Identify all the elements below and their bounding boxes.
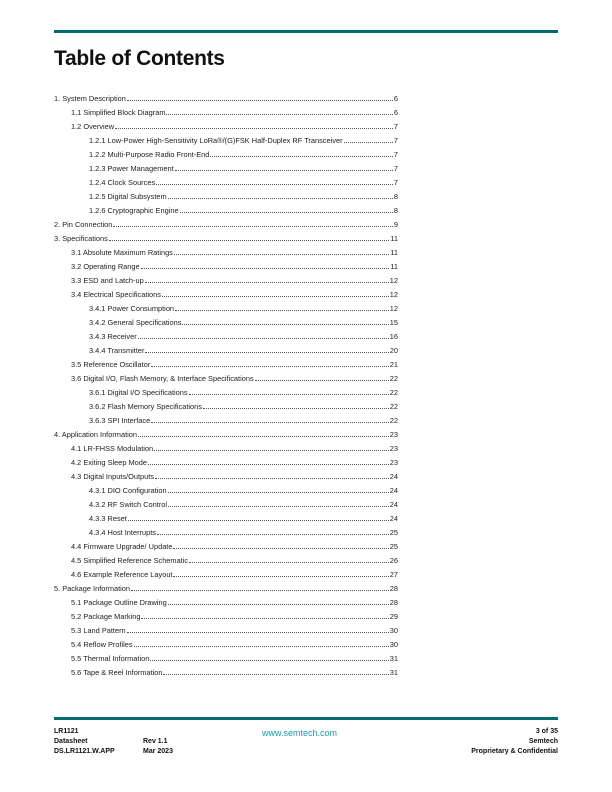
toc-entry-title: 3.4.1 Power Consumption [89,304,175,313]
toc-entry[interactable] [54,551,398,565]
toc-entry-title: 3.5 Reference Oscillator [71,360,151,369]
toc-entry[interactable] [54,593,398,607]
toc-entry[interactable] [54,495,398,509]
footer-date: Mar 2023 [143,748,173,755]
toc-entry[interactable] [54,635,398,649]
toc-entry-page: 6 [393,108,398,117]
toc-entry-title: 3. Specifications [54,234,108,243]
toc-dot-leader [127,100,393,101]
toc-entry-page: 7 [393,164,398,173]
toc-entry-title: 5. Package Information [54,584,131,593]
toc-entry[interactable] [54,453,398,467]
toc-dot-leader [168,604,389,605]
toc-entry[interactable] [54,313,398,327]
toc-entry[interactable] [54,89,398,103]
toc-dot-leader [131,590,389,591]
toc-entry[interactable] [54,187,398,201]
toc-entry-title: 4.3 Digital Inputs/Outputs [71,472,154,481]
toc-entry[interactable] [54,509,398,523]
toc-entry-title: 1.2.6 Cryptographic Engine [89,206,179,215]
toc-entry-title: 5.4 Reflow Profiles [71,640,133,649]
toc-dot-leader [109,240,390,241]
toc-entry[interactable] [54,537,398,551]
toc-entry-title: 3.6.3 SPI Interface [89,416,151,425]
toc-dot-leader [174,254,389,255]
toc-entry[interactable] [54,103,398,117]
toc-entry[interactable] [54,397,398,411]
toc-entry-page: 23 [389,458,398,467]
toc-entry[interactable] [54,663,398,677]
toc-entry-title: 3.6.2 Flash Memory Specifications [89,402,202,411]
toc-dot-leader [151,422,389,423]
toc-entry-page: 31 [389,654,398,663]
toc-dot-leader [151,366,388,367]
toc-entry[interactable] [54,117,398,131]
toc-entry[interactable] [54,467,398,481]
table-of-contents [54,89,398,677]
toc-entry-page: 7 [393,136,398,145]
toc-entry-page: 20 [389,346,398,355]
toc-entry-title: 4.3.2 RF Switch Control [89,500,168,509]
toc-dot-leader [175,170,393,171]
toc-entry-title: 1.2.1 Low-Power High-Sensitivity LoRa®/(G)FSK Half-Duplex RF Transceiver [89,136,343,145]
toc-entry[interactable] [54,285,398,299]
toc-entry-title: 2. Pin Connection [54,220,113,229]
toc-entry-title: 3.6 Digital I/O, Flash Memory, & Interface Specifications [71,374,254,383]
toc-dot-leader [255,380,389,381]
toc-dot-leader [173,576,388,577]
footer-right [471,727,558,757]
footer-product: LR1121 [54,728,79,735]
toc-dot-leader [344,142,393,143]
toc-entry-title: 1.2.2 Multi-Purpose Radio Front-End [89,150,210,159]
toc-entry[interactable] [54,145,398,159]
toc-entry-page: 26 [389,556,398,565]
toc-entry[interactable] [54,355,398,369]
toc-entry[interactable] [54,481,398,495]
toc-entry-title: 4.6 Example Reference Layout [71,570,173,579]
toc-entry-title: 4.3.4 Host Interrupts [89,528,156,537]
toc-entry-title: 4.5 Simplified Reference Schematic [71,556,189,565]
toc-entry-page: 25 [389,528,398,537]
header-rule [54,30,558,33]
toc-entry-page: 9 [393,220,398,229]
toc-entry-page: 12 [389,304,398,313]
toc-dot-leader [163,674,388,675]
toc-entry[interactable] [54,229,398,243]
toc-dot-leader [150,660,388,661]
toc-entry[interactable] [54,411,398,425]
toc-entry-title: 5.6 Tape & Reel Information [71,668,163,677]
toc-dot-leader [145,352,388,353]
toc-entry-page: 7 [393,122,398,131]
toc-dot-leader [210,156,393,157]
toc-dot-leader [154,450,389,451]
toc-dot-leader [189,562,389,563]
toc-entry-page: 27 [389,570,398,579]
toc-entry-title: 1.2.5 Digital Subsystem [89,192,167,201]
page-title: Table of Contents [54,47,225,70]
toc-entry-page: 21 [389,360,398,369]
toc-dot-leader [145,282,389,283]
toc-entry-page: 24 [389,472,398,481]
toc-entry-title: 4.1 LR-FHSS Modulation [71,444,154,453]
toc-dot-leader [141,618,388,619]
toc-entry[interactable] [54,341,398,355]
toc-entry-page: 22 [389,402,398,411]
toc-entry-page: 6 [393,94,398,103]
toc-entry-page: 22 [389,388,398,397]
toc-entry-page: 8 [393,206,398,215]
toc-dot-leader [157,534,389,535]
toc-entry-page: 11 [390,248,398,257]
toc-dot-leader [180,212,393,213]
toc-entry[interactable] [54,383,398,397]
toc-dot-leader [113,226,393,227]
toc-entry[interactable] [54,327,398,341]
toc-dot-leader [182,324,388,325]
toc-entry-title: 1.1 Simplified Block Diagram [71,108,166,117]
toc-dot-leader [138,436,389,437]
toc-entry[interactable] [54,215,398,229]
toc-dot-leader [162,296,389,297]
toc-entry-page: 16 [389,332,398,341]
toc-dot-leader [156,184,393,185]
toc-entry[interactable] [54,369,398,383]
toc-entry-title: 3.4 Electrical Specifications [71,290,161,299]
toc-entry-title: 3.6.1 Digital I/O Specifications [89,388,188,397]
toc-entry-page: 8 [393,192,398,201]
toc-entry-page: 7 [393,178,398,187]
toc-dot-leader [166,114,392,115]
toc-entry-title: 3.2 Operating Range [71,262,140,271]
toc-dot-leader [141,268,390,269]
toc-dot-leader [127,632,389,633]
toc-entry-page: 11 [390,262,398,271]
toc-entry-title: 5.2 Package Marking [71,612,141,621]
toc-entry-page: 12 [389,276,398,285]
footer-page-info: 3 of 35 [535,728,558,735]
toc-entry-page: 22 [389,416,398,425]
toc-dot-leader [128,520,389,521]
toc-dot-leader [134,646,389,647]
toc-entry[interactable] [54,523,398,537]
toc-dot-leader [175,310,389,311]
toc-entry[interactable] [54,579,398,593]
toc-entry-title: 4.3.3 Reset [89,514,127,523]
toc-entry-page: 30 [389,626,398,635]
toc-entry-page: 23 [389,430,398,439]
footer-doc-type: Datasheet [54,738,88,745]
toc-entry-title: 4.3.1 DIO Configuration [89,486,167,495]
toc-entry-title: 4.4 Firmware Upgrade/ Update [71,542,173,551]
toc-entry-title: 1.2.4 Clock Sources [89,178,156,187]
toc-entry-page: 30 [389,640,398,649]
toc-entry-title: 1.2 Overview [71,122,115,131]
toc-entry[interactable] [54,131,398,145]
toc-entry-page: 11 [390,234,398,243]
toc-entry-page: 23 [389,444,398,453]
toc-entry[interactable] [54,299,398,313]
toc-entry-page: 31 [389,668,398,677]
toc-entry-page: 28 [389,598,398,607]
toc-entry-title: 3.3 ESD and Latch-up [71,276,144,285]
toc-entry-page: 24 [389,486,398,495]
toc-entry-title: 3.4.2 General Specifications [89,318,182,327]
toc-entry[interactable] [54,649,398,663]
toc-entry[interactable] [54,159,398,173]
toc-entry[interactable] [54,257,398,271]
toc-entry-title: 5.1 Package Outline Drawing [71,598,167,607]
toc-dot-leader [168,198,393,199]
footer-company: Semtech [528,738,558,745]
toc-entry[interactable] [54,565,398,579]
toc-entry-title: 3.1 Absolute Maximum Ratings [71,248,173,257]
footer-url-link[interactable]: www.semtech.com [262,728,338,738]
toc-dot-leader [173,548,388,549]
toc-dot-leader [189,394,389,395]
footer-revision-block [143,737,173,757]
toc-entry-page: 24 [389,514,398,523]
toc-entry-page: 7 [393,150,398,159]
toc-entry-title: 1.2.3 Power Management [89,164,174,173]
toc-entry-title: 3.4.3 Receiver [89,332,137,341]
footer-revision: Rev 1.1 [143,738,168,745]
footer-rule [54,717,558,720]
toc-entry-page: 15 [389,318,398,327]
toc-entry-page: 24 [389,500,398,509]
footer-doc-id: DS.LR1121.W.APP [54,748,115,755]
toc-entry[interactable] [54,271,398,285]
toc-dot-leader [155,478,389,479]
toc-entry-title: 4.2 Exiting Sleep Mode [71,458,148,467]
toc-dot-leader [168,492,389,493]
toc-entry-title: 1. System Description [54,94,126,103]
toc-entry[interactable] [54,173,398,187]
toc-entry-title: 5.5 Thermal Information [71,654,150,663]
toc-entry[interactable] [54,439,398,453]
toc-entry-page: 28 [389,584,398,593]
toc-dot-leader [115,128,393,129]
toc-entry-page: 12 [389,290,398,299]
toc-entry[interactable] [54,425,398,439]
toc-entry-title: 5.3 Land Pattern [71,626,126,635]
toc-entry[interactable] [54,201,398,215]
toc-dot-leader [203,408,389,409]
footer-left [54,727,115,757]
toc-entry-page: 22 [389,374,398,383]
toc-entry[interactable] [54,621,398,635]
toc-dot-leader [148,464,389,465]
toc-entry-title: 4. Application Information [54,430,137,439]
toc-entry[interactable] [54,243,398,257]
toc-dot-leader [138,338,389,339]
toc-entry[interactable] [54,607,398,621]
toc-dot-leader [168,506,389,507]
footer-confidentiality: Proprietary & Confidential [471,748,558,755]
toc-entry-page: 25 [389,542,398,551]
toc-entry-page: 29 [389,612,398,621]
toc-entry-title: 3.4.4 Transmitter [89,346,145,355]
